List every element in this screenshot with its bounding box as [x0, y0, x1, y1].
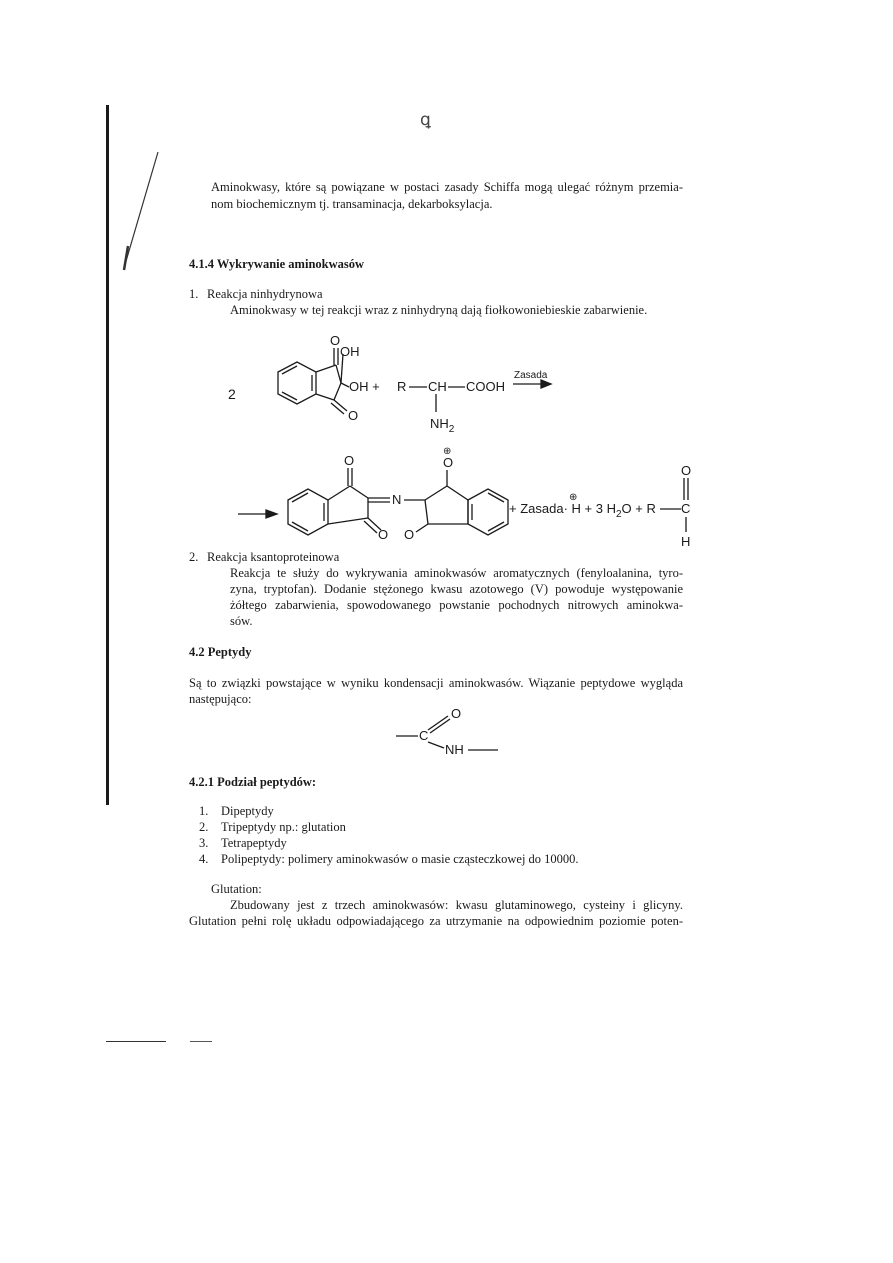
intro-line-1: Aminokwasy, które są powiązane w postaci zasady Schiffa mogą ulegać różnym przemia-: [211, 180, 683, 194]
peptide-bond-structure: [390, 700, 520, 760]
ninhydrin-reaction-structure: [225, 332, 575, 432]
svg-text:O: O: [378, 527, 389, 542]
page-mark: ꝗ: [420, 110, 431, 129]
svg-text:Zasada: Zasada: [514, 370, 548, 381]
svg-text:O: O: [344, 453, 355, 468]
list-item: Tetrapeptydy: [221, 836, 287, 850]
list-item-number: 2.: [199, 820, 209, 834]
svg-text:CH: CH: [428, 379, 447, 394]
list-item: Tripeptydy np.: glutation: [221, 820, 346, 834]
list-item: Polipeptydy: polimery aminokwasów o masie cząsteczkowej do 10000.: [221, 852, 579, 866]
svg-text:O: O: [404, 527, 415, 542]
section-4-2-line-2: następująco:: [189, 692, 252, 706]
scan-footer-line-2: [190, 1041, 212, 1042]
svg-text:COOH: COOH: [466, 379, 505, 394]
svg-text:⊕: ⊕: [569, 492, 578, 503]
section-heading-4-2: 4.2 Peptydy: [189, 645, 252, 659]
scan-margin-bar: [106, 105, 109, 805]
item-2-line-1: Reakcja te służy do wykrywania aminokwasów aromatycznych (fenyloalanina, tyro-: [230, 566, 683, 580]
svg-text:+ Zasada· H + 3 H2O + R: + Zasada· H + 3 $H_2O + R$: [509, 501, 656, 520]
item-2-title: Reakcja ksantoproteinowa: [207, 550, 340, 564]
glutation-title: Glutation:: [211, 882, 262, 896]
section-heading-4-1-4: 4.1.4 Wykrywanie aminokwasów: [189, 257, 365, 271]
item-2-line-2: zyna, tryptofan). Dodanie stężonego kwasu azotowego (V) powoduje występowanie: [230, 582, 683, 596]
svg-text:H: H: [681, 534, 691, 549]
section-heading-4-2-1: 4.2.1 Podział peptydów:: [189, 775, 317, 789]
list-item-number: 3.: [199, 836, 209, 850]
svg-text:NH2: $NH_2$: [430, 416, 455, 432]
svg-text:N: N: [392, 492, 402, 507]
item-2-line-4: sów.: [230, 614, 253, 628]
svg-text:O: O: [681, 463, 692, 478]
section-4-2-line-1: Są to związki powstające w wyniku kondensacji aminokwasów. Wiązanie peptydowe wygląda: [189, 676, 683, 690]
item-1-text: Aminokwasy w tej reakcji wraz z ninhydryną dają fiołkowoniebieskie zabarwienie.: [230, 303, 648, 317]
glutation-line-2: Glutation pełni rolę układu odpowiadającego za utrzymanie na odpowiednim poziomie poten-: [189, 914, 683, 928]
svg-text:R: R: [397, 379, 407, 394]
svg-text:O: O: [451, 706, 462, 721]
svg-text:O: O: [330, 333, 341, 348]
item-2-line-3: żółtego zabarwienia, spowodowanego powstanie pochodnych nitrowych aminokwa-: [230, 598, 683, 612]
list-item: Dipeptydy: [221, 804, 274, 818]
svg-text:O: O: [348, 408, 359, 423]
item-1-number: 1.: [189, 287, 199, 301]
item-2-number: 2.: [189, 550, 199, 564]
ruhemann-purple-product-structure: [230, 440, 700, 550]
scan-footer-line-1: [106, 1041, 166, 1042]
svg-text:⊕: ⊕: [443, 446, 452, 457]
svg-text:OH: OH: [340, 344, 360, 359]
list-item-number: 4.: [199, 852, 209, 866]
scan-margin-marks: [110, 150, 170, 330]
svg-text:C: C: [681, 501, 691, 516]
glutation-line-1: Zbudowany jest z trzech aminokwasów: kwasu glutaminowego, cysteiny i glicyny.: [230, 898, 683, 912]
svg-text:NH: NH: [445, 742, 464, 757]
svg-text:C: C: [419, 728, 429, 743]
coefficient: 2: [228, 386, 236, 402]
list-item-number: 1.: [199, 804, 209, 818]
intro-line-2: nom biochemicznym tj. transaminacja, dekarboksylacja.: [211, 197, 493, 211]
svg-text:OH +: OH +: [349, 379, 380, 394]
item-1-title: Reakcja ninhydrynowa: [207, 287, 323, 301]
svg-text:O: O: [443, 455, 454, 470]
